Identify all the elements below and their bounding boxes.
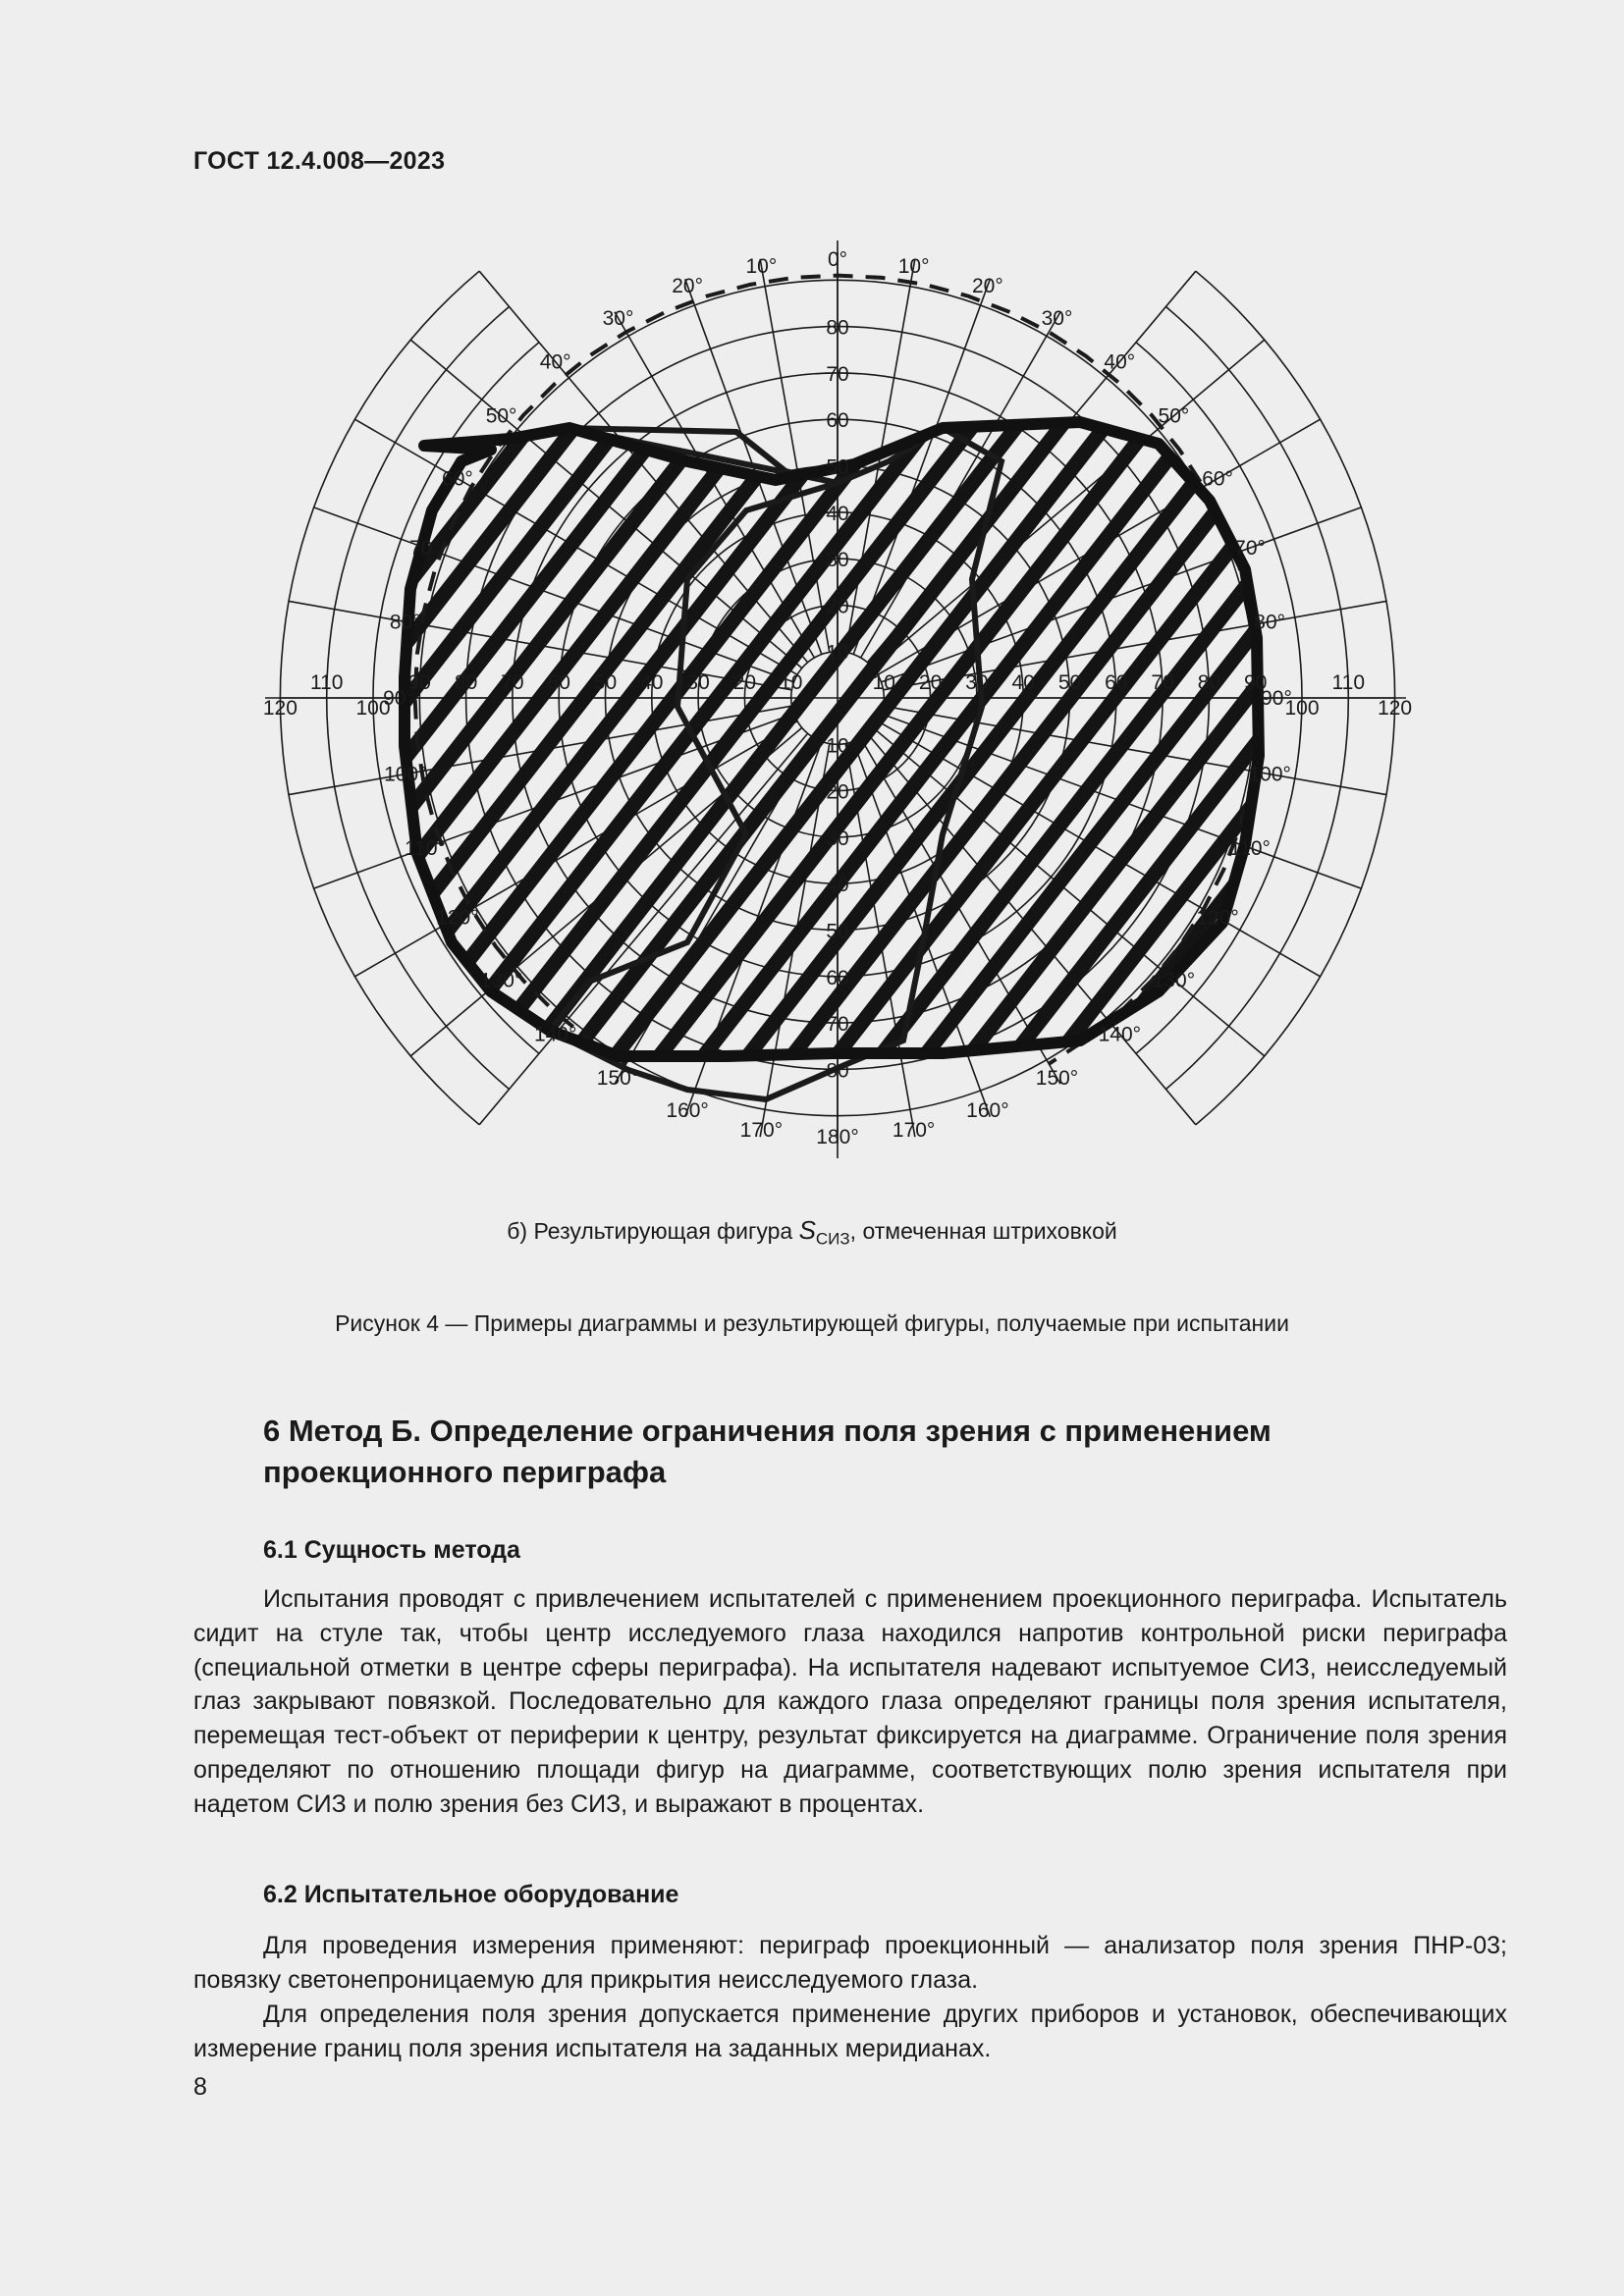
radius-label: 90 <box>1244 671 1268 694</box>
angle-label: 10° <box>897 254 930 278</box>
figure-subcaption <box>0 1215 1624 1250</box>
hatch-line <box>1492 294 1624 1178</box>
hatch-line <box>0 294 236 1178</box>
radius-label: 80 <box>826 1059 849 1083</box>
radius-label: 20 <box>732 671 757 694</box>
radius-label: 80 <box>826 316 849 340</box>
angle-label: 80° <box>389 611 421 634</box>
radius-label: 10 <box>826 641 849 665</box>
angle-label: 90° <box>383 687 414 710</box>
radius-label: 120 <box>262 697 298 720</box>
hatch-line <box>1316 294 1624 1178</box>
angle-label: 170° <box>892 1119 936 1143</box>
angle-label: 130° <box>1152 969 1196 992</box>
document-header: ГОСТ 12.4.008—2023 <box>193 147 446 175</box>
angle-label: 120° <box>1196 906 1239 930</box>
radius-label: 70 <box>826 1013 849 1037</box>
angle-label: 150° <box>1035 1067 1079 1091</box>
hatch-line <box>0 294 324 1178</box>
hatch-line <box>1448 294 1624 1178</box>
angle-label: 60° <box>442 467 473 491</box>
radius-label: 60 <box>547 671 570 694</box>
angle-label: 40° <box>1104 350 1136 374</box>
radius-label: 50 <box>593 671 618 694</box>
angle-label: 70° <box>1234 537 1266 561</box>
section-6-title: 6 Метод Б. Определение ограничения поля зрения с применением проекционного периграфа <box>263 1414 1272 1489</box>
radius-label: 60 <box>826 409 849 433</box>
angle-label: 20° <box>971 274 1003 297</box>
angle-label: 0° <box>827 248 848 272</box>
radius-label: 100 <box>355 697 391 720</box>
subcaption-prefix: б) Результирующая фигура <box>507 1218 799 1244</box>
figure-caption: Рисунок 4 — Примеры диаграммы и результирующей фигуры, получаемые при испытании <box>335 1310 1289 1336</box>
section-6-1-text: Испытания проводят с привлечением испытателей с применением проекционного периграфа. Испытатель сидит на стуле так, чтобы центр исследуемого глаза находился напротив контрольной риски периграфа (специальной отметки в центре сферы периграфа). На испытателя надевают испытуемое СИЗ, неисследуемый глаз закрывают повязкой. Последовательно для каждого глаза определяют границы поля зрения испытателя, перемещая тест-объект от периферии к центру, результат фиксируется на диаграмме. Ограничение поля зрения определяют по отношению площади фигур на диаграмме, соответствующих полю зрения испытателя при надетом СИЗ и полю зрения без СИЗ, и выражают в процентах. <box>193 1585 1507 1818</box>
angle-label: 90° <box>1261 687 1292 710</box>
hatch-line <box>0 294 147 1178</box>
hatch-line <box>1404 294 1624 1178</box>
radius-label: 40 <box>640 671 664 694</box>
radius-label: 70 <box>501 671 524 694</box>
radius-label: 20 <box>826 595 849 618</box>
hatch-line <box>1227 294 1624 1178</box>
angle-label: 10° <box>745 254 778 278</box>
radius-label: 50 <box>1057 671 1082 694</box>
hatch-line <box>0 294 280 1178</box>
radius-label: 60 <box>826 966 849 989</box>
angle-label: 100° <box>384 763 427 786</box>
hatch-line <box>1537 294 1624 1178</box>
radius-label: 110 <box>1331 671 1366 694</box>
angle-label: 50° <box>485 404 517 428</box>
radius-label: 30 <box>826 549 849 572</box>
hatch-line <box>1183 294 1624 1178</box>
radius-label: 30 <box>826 827 849 850</box>
angle-label: 180° <box>816 1125 859 1148</box>
angle-label: 60° <box>1202 467 1233 491</box>
section-6-2-text-2: Для определения поля зрения допускается применение других приборов и установок, обеспечивающих измерение границ поля зрения испытателя на заданных меридианах. <box>193 2001 1507 2062</box>
hatch-line <box>1360 294 1624 1178</box>
hatch-line <box>0 294 457 1178</box>
radius-label: 20 <box>918 671 943 694</box>
radius-label: 30 <box>965 671 989 694</box>
angle-label: 160° <box>666 1099 709 1123</box>
section-6-2-text-1: Для проведения измерения применяют: периграф проекционный — анализатор поля зрения ПНР-03; повязку светонепроницаемую для прикрытия неисследуемого глаза. <box>193 1932 1507 1994</box>
radius-label: 60 <box>1105 671 1128 694</box>
angle-label: 30° <box>602 306 634 330</box>
radius-label: 80 <box>1197 671 1221 694</box>
page-number: 8 <box>193 2073 207 2101</box>
hatch-line <box>0 294 368 1178</box>
radius-label: 50 <box>826 920 849 943</box>
radius-label: 10 <box>826 734 849 758</box>
section-6-2-title: 6.2 Испытательное оборудование <box>263 1881 679 1908</box>
subcaption-symbol: S <box>798 1215 816 1245</box>
radius-label: 100 <box>1284 697 1320 720</box>
angle-label: 170° <box>739 1119 784 1143</box>
radius-label: 30 <box>686 671 710 694</box>
section-6-1-title: 6.1 Сущность метода <box>263 1536 520 1564</box>
angle-label: 100° <box>1248 763 1291 786</box>
angle-label: 120° <box>436 906 479 930</box>
angle-label: 40° <box>539 350 571 374</box>
radius-label: 80 <box>454 671 478 694</box>
hatch-line <box>565 294 1252 1178</box>
radius-label: 10 <box>872 671 895 694</box>
radius-label: 40 <box>1011 671 1035 694</box>
angle-label: 140° <box>1098 1023 1142 1046</box>
angle-label: 160° <box>966 1099 1009 1123</box>
angle-label: 30° <box>1041 306 1073 330</box>
radius-label: 120 <box>1378 697 1413 720</box>
radius-label: 20 <box>826 780 849 804</box>
radius-label: 110 <box>309 671 344 694</box>
radius-label: 90 <box>407 671 431 694</box>
angle-label: 140° <box>533 1023 577 1046</box>
angle-label: 110° <box>1229 836 1271 860</box>
angle-label: 150° <box>596 1067 640 1091</box>
hatch-line <box>0 294 103 1178</box>
radius-label: 40 <box>826 502 849 525</box>
radius-label: 70 <box>826 362 849 386</box>
subcaption-subscript: СИЗ <box>815 1229 850 1249</box>
angle-label: 130° <box>479 969 523 992</box>
angle-label: 20° <box>672 274 704 297</box>
hatch-line <box>0 294 191 1178</box>
radius-label: 10 <box>780 671 803 694</box>
hatch-line <box>0 294 59 1178</box>
angle-label: 80° <box>1254 611 1286 634</box>
radius-label: 50 <box>826 455 849 479</box>
angle-label: 110° <box>405 836 446 860</box>
hatch-line <box>0 294 15 1178</box>
radius-label: 40 <box>826 874 849 897</box>
subcaption-suffix: , отмеченная штриховкой <box>849 1218 1117 1244</box>
radius-label: 70 <box>1151 671 1174 694</box>
angle-label: 70° <box>409 537 441 561</box>
angle-label: 50° <box>1158 404 1190 428</box>
